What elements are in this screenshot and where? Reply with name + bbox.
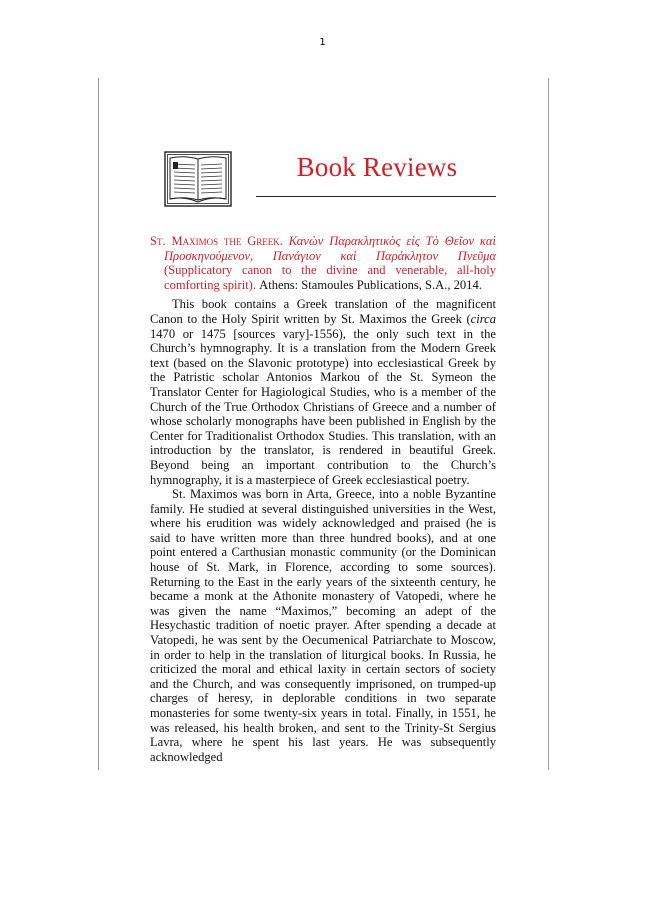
review-paragraph-1 bbox=[150, 297, 496, 487]
review-publisher: Athens: Stamoules Publications, S.A., 2014. bbox=[259, 277, 482, 292]
left-margin-rule bbox=[98, 78, 99, 770]
review-author: St. Maximos the Greek. bbox=[150, 234, 283, 248]
review-body bbox=[150, 297, 496, 764]
review-citation bbox=[150, 234, 496, 292]
page-title: Book Reviews bbox=[296, 152, 458, 182]
open-book-icon bbox=[164, 150, 232, 208]
right-margin-rule bbox=[548, 78, 549, 770]
review-translated-title: (Supplicatory canon to the divine and venerable, all-holy comforting spirit). bbox=[164, 263, 496, 292]
review-greek-title: Κανὼν Παρακλητικὸς εἰς Τὸ Θεῖον καὶ Προσκηνούμενον, Πανάγιον καὶ Παράκλητον Πνεῦμα bbox=[164, 234, 496, 263]
paragraph-1-text-b: 1470 or 1475 [sources vary]-1556), the only such text in the Church’s hymnography. It is a translation from the Modern Greek text (based on the Slavonic prototype) into ecclesiastical Greek by the Patristic scholar Antonios Markou of the St. Symeon the Translator Center for Hagiological Studies, who is a member of the Church of the True Orthodox Christians of Greece and a number of whose scholarly monographs have been published in English by the Center for Traditionalist Orthodox Studies. This translation, with an introduction by the translator, is rendered in beautiful Greek. Beyond being an important contribution to the Church’s hymnography, it is a masterpiece of Greek ecclesiastical poetry. bbox=[150, 326, 496, 487]
title-divider bbox=[256, 196, 496, 197]
review-paragraph-2: St. Maximos was born in Arta, Greece, into a noble Byzantine family. He studied at several distinguished universities in the West, where his erudition was widely acknowledged and praised (he is said to have written more than three hundred books), and at one point entered a Carthusian monastic community (or the Dominican house of St. Mark, in Florence, according to some sources). Returning to the East in the early years of the sixteenth century, he became a monk at the Athonite monastery of Vatopedi, where he was given the name “Maximos,” becoming an adept of the Hesychastic tradition of noetic prayer. After spending a decade at Vatopedi, he was sent by the Oecumenical Patriarchate to Moscow, in order to help in the translation of liturgical books. In Russia, he criticized the moral and ethical laxity in certain sectors of society and the Church, and was consequently imprisoned, on trumped-up charges of heresy, in deplorable conditions in two separate monasteries for some twenty-six years in total. Finally, in 1551, he was released, his health broken, and sent to the Trinity-St Sergius Lavra, where he spent his last years. He was subsequently acknowledged bbox=[150, 487, 496, 764]
paragraph-1-circa: circa bbox=[470, 311, 496, 326]
paragraph-1-text-a: This book contains a Greek translation of the magnificent Canon to the Holy Spirit written by St. Maximos the Greek ( bbox=[150, 297, 496, 326]
page-number: 1 bbox=[319, 37, 326, 48]
book-review bbox=[150, 234, 496, 764]
